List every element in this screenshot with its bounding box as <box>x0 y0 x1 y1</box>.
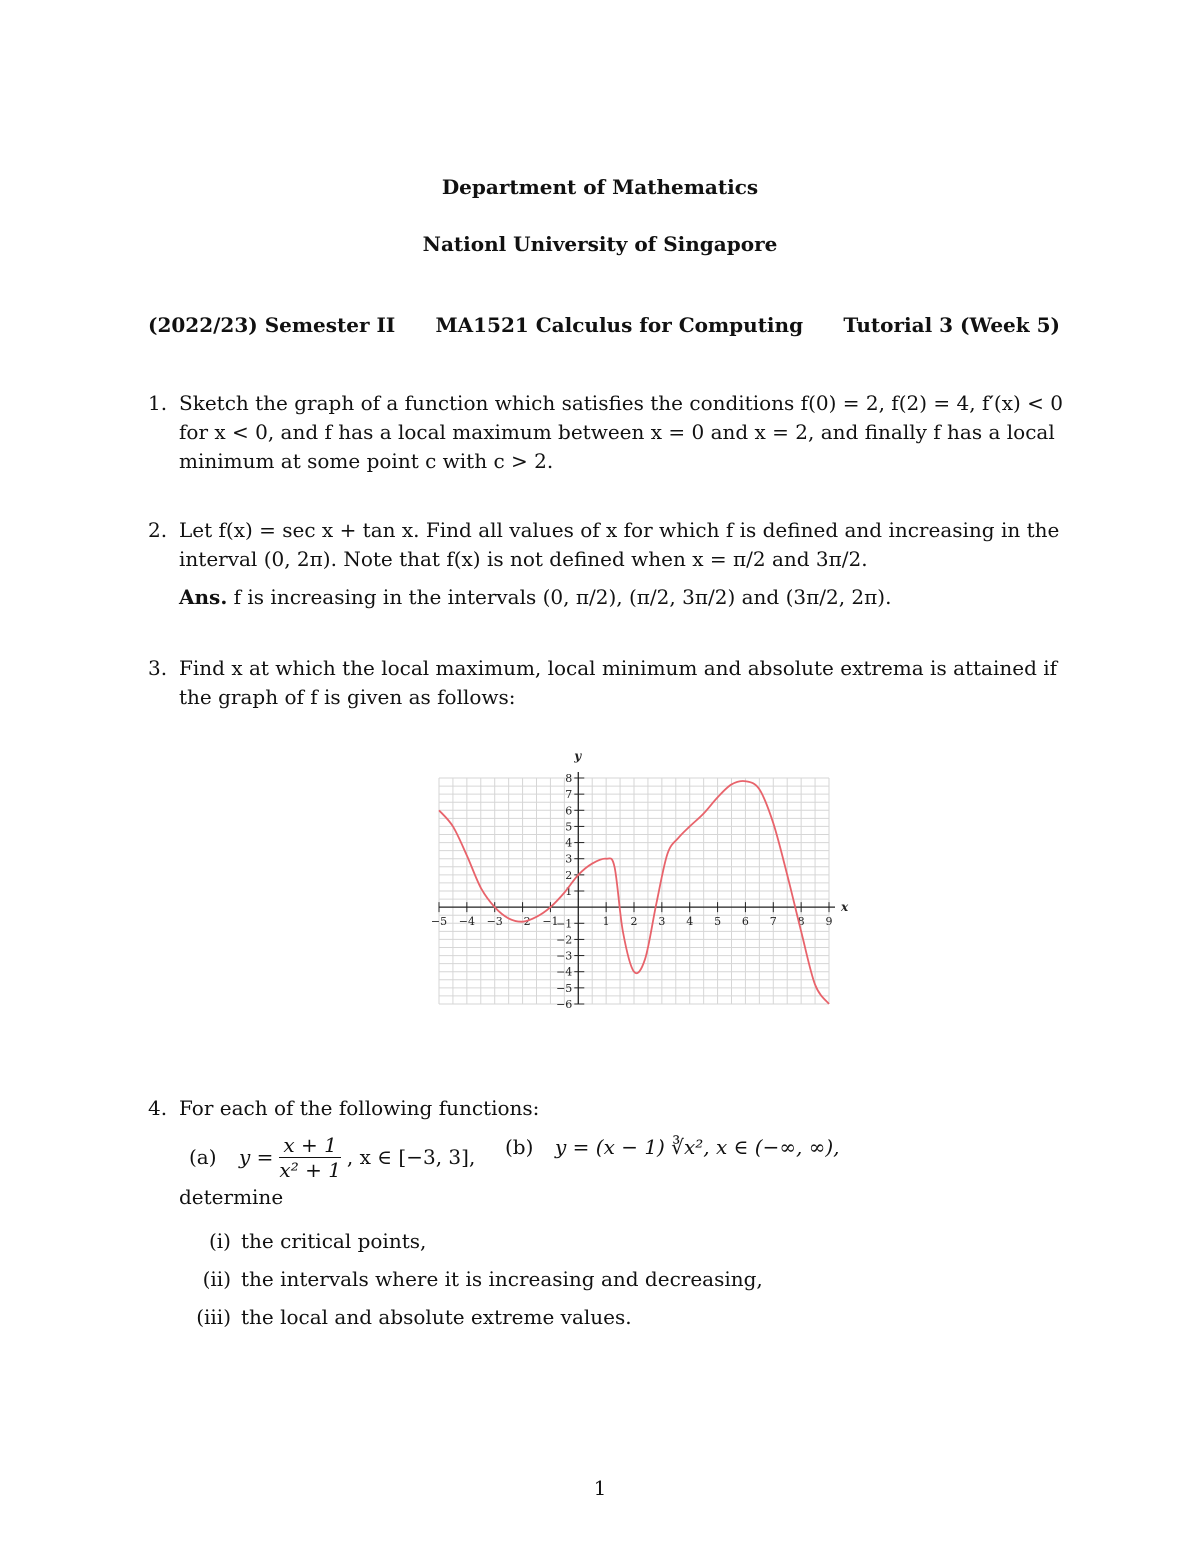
subitem-text: the critical points, <box>241 1228 427 1253</box>
fraction-denominator: x² + 1 <box>279 1158 341 1182</box>
question-3 <box>148 654 1078 712</box>
x-axis-label: x <box>841 900 849 915</box>
part-a-lhs: y = <box>239 1145 274 1169</box>
subitem-label: (iii) <box>196 1304 231 1329</box>
x-tick-label: 5 <box>714 915 722 929</box>
y-tick-label: −4 <box>556 965 573 979</box>
question-intro: For each of the following functions: <box>179 1096 540 1120</box>
question-text: Find x at which the local maximum, local minimum and absolute extrema is attained if the graph of f is given as follows: <box>179 656 1058 709</box>
subitem <box>179 1260 1078 1298</box>
part-a-fraction <box>275 1133 345 1182</box>
tutorial-label: Tutorial 3 (Week 5) <box>843 313 1060 337</box>
answer-label: Ans. <box>179 585 228 609</box>
question-4 <box>148 1094 1078 1336</box>
part-b-expression: y = (x − 1) ∛x², x ∈ (−∞, ∞), <box>555 1135 840 1159</box>
y-tick-label: 6 <box>565 804 573 818</box>
question-number: 2. <box>148 518 168 542</box>
part-a-domain: , x ∈ [−3, 3], <box>346 1145 476 1169</box>
question-1 <box>148 389 1078 476</box>
function-parts <box>179 1133 1078 1183</box>
subitem <box>179 1222 1078 1260</box>
determine-text: determine <box>179 1185 284 1209</box>
page-number: 1 <box>593 1476 607 1500</box>
semester-label: (2022/23) Semester II <box>148 313 396 337</box>
part-b-label: (b) <box>505 1135 534 1159</box>
x-tick-label: −2 <box>514 915 531 929</box>
question-number: 3. <box>148 656 168 680</box>
course-info-row <box>148 313 1060 337</box>
x-tick-label: 7 <box>769 915 777 929</box>
university-heading: Nationl University of Singapore <box>422 232 778 256</box>
y-tick-label: 5 <box>565 820 573 834</box>
y-tick-label: −1 <box>556 917 573 931</box>
subitem <box>179 1298 1078 1336</box>
x-tick-label: 9 <box>825 915 833 929</box>
y-tick-label: 7 <box>565 788 573 802</box>
answer-text: f is increasing in the intervals (0, π/2), (π/2, 3π/2) and (3π/2, 2π). <box>233 585 892 609</box>
department-heading: Department of Mathematics <box>441 175 759 199</box>
x-tick-label: 4 <box>686 915 694 929</box>
y-tick-label: 1 <box>565 885 573 898</box>
question-number: 1. <box>148 391 168 415</box>
subitem-label: (i) <box>208 1228 231 1253</box>
y-tick-label: −5 <box>556 981 573 995</box>
fraction-numerator: x + 1 <box>279 1133 340 1158</box>
x-tick-label: 8 <box>797 915 805 929</box>
part-b <box>505 1133 840 1162</box>
course-title: MA1521 Calculus for Computing <box>435 313 804 337</box>
x-tick-label: −4 <box>458 915 475 929</box>
x-tick-label: −1 <box>542 915 559 929</box>
subitem-text: the intervals where it is increasing and decreasing, <box>241 1266 763 1291</box>
part-a <box>189 1133 475 1182</box>
subitem-text: the local and absolute extreme values. <box>241 1304 632 1329</box>
y-tick-label: 2 <box>565 868 573 882</box>
x-tick-label: −3 <box>486 915 503 929</box>
y-tick-label: −2 <box>556 933 573 947</box>
part-a-label: (a) <box>189 1145 217 1169</box>
y-tick-label: 4 <box>565 836 573 850</box>
subitem-list <box>179 1222 1078 1336</box>
question-2 <box>148 516 1078 612</box>
question-text: Sketch the graph of a function which satisfies the conditions f(0) = 2, f(2) = 4, f′(x) < 0 for x < 0, and f has a local maximum between x = 0 and x = 2, and finally f has a local minimum at some point c with c > 2. <box>179 391 1063 473</box>
x-tick-label: −5 <box>430 915 448 929</box>
answer-line <box>179 583 1078 612</box>
x-tick-label: 3 <box>658 915 666 929</box>
y-tick-label: 3 <box>565 852 573 866</box>
graph-grid <box>439 778 829 1004</box>
y-axis-label: y <box>574 749 582 763</box>
question-text: Let f(x) = sec x + tan x. Find all values of x for which f is defined and increasing in the interval (0, 2π). Note that f(x) is not defined when x = π/2 and 3π/2. <box>179 518 1060 571</box>
subitem-label: (ii) <box>202 1266 231 1291</box>
x-tick-label: 2 <box>630 915 638 929</box>
y-tick-label: −6 <box>556 998 573 1011</box>
function-graph <box>425 745 855 1020</box>
x-tick-label: 6 <box>741 915 749 929</box>
y-tick-label: 8 <box>565 772 573 785</box>
x-tick-label: 1 <box>602 915 610 929</box>
question-number: 4. <box>148 1096 168 1120</box>
y-tick-label: −3 <box>556 949 573 963</box>
